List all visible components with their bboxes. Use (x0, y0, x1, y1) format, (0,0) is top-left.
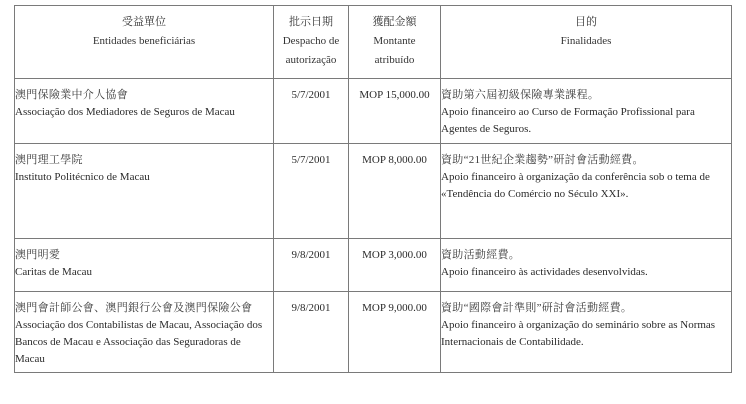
entity-name-pt: Associação dos Contabilistas de Macau, Associação dos Bancos de Macau e Associação das Seguradoras de Macau (15, 319, 263, 365)
entity-name-zh: 澳門理工學院 (15, 154, 83, 166)
table-row (15, 144, 732, 239)
entity-cell (15, 79, 274, 144)
purpose-zh: 資助活動經費。 (441, 249, 521, 261)
amount-cell: MOP 8,000.00 (349, 144, 441, 239)
header-row (15, 6, 732, 79)
header-date (274, 6, 349, 79)
entity-name-zh: 澳門保險業中介人協會 (15, 89, 128, 101)
header-amount-zh: 獲配金額 (372, 16, 417, 28)
grants-table (14, 5, 732, 373)
header-entities (15, 6, 274, 79)
amount-cell: MOP 9,000.00 (349, 292, 441, 373)
table-row (15, 292, 732, 373)
header-purpose (441, 6, 732, 79)
entity-name-pt: Caritas de Macau (15, 266, 92, 278)
purpose-cell (441, 79, 732, 144)
purpose-pt: Apoio financeiro à organização do seminário sobre as Normas Internacionais de Contabilidade. (441, 319, 716, 348)
purpose-pt: Apoio financeiro à organização da conferência sob o tema de «Tendência do Comércio no Século XXI». (441, 171, 710, 200)
table-row (15, 79, 732, 144)
header-entities-pt: Entidades beneficiárias (92, 35, 196, 47)
header-date-pt-line2: autorização (285, 54, 337, 66)
amount-cell: MOP 15,000.00 (349, 79, 441, 144)
entity-name-zh: 澳門會計師公會、澳門銀行公會及澳門保險公會 (15, 302, 253, 314)
header-purpose-zh: 目的 (575, 16, 597, 28)
entity-name-pt: Instituto Politécnico de Macau (15, 171, 150, 183)
purpose-zh: 資助“國際會計準則”研討會活動經費。 (441, 302, 633, 314)
header-purpose-pt: Finalidades (560, 35, 612, 47)
date-cell: 9/8/2001 (274, 239, 349, 292)
date-cell: 9/8/2001 (274, 292, 349, 373)
purpose-zh: 資助第六屆初級保險專業課程。 (441, 89, 600, 101)
purpose-cell (441, 144, 732, 239)
date-cell: 5/7/2001 (274, 79, 349, 144)
purpose-cell (441, 292, 732, 373)
purpose-pt: Apoio financeiro às actividades desenvolvidas. (441, 266, 648, 278)
header-amount-pt-line1: Montante (373, 35, 416, 47)
entity-cell (15, 239, 274, 292)
header-entities-zh: 受益單位 (122, 16, 166, 28)
header-amount (349, 6, 441, 79)
header-date-pt-line1: Despacho de (282, 35, 340, 47)
entity-cell (15, 292, 274, 373)
header-date-zh: 批示日期 (289, 16, 333, 28)
header-amount-pt-line2: atribuído (374, 54, 415, 66)
entity-name-pt: Associação dos Mediadores de Seguros de Macau (15, 106, 235, 118)
purpose-zh: 資助“21世紀企業趨勢”研討會活動經費。 (441, 154, 644, 166)
table-row (15, 239, 732, 292)
amount-cell: MOP 3,000.00 (349, 239, 441, 292)
entity-cell (15, 144, 274, 239)
purpose-cell (441, 239, 732, 292)
date-cell: 5/7/2001 (274, 144, 349, 239)
entity-name-zh: 澳門明愛 (15, 249, 61, 261)
purpose-pt: Apoio financeiro ao Curso de Formação Profissional para Agentes de Seguros. (441, 106, 695, 135)
